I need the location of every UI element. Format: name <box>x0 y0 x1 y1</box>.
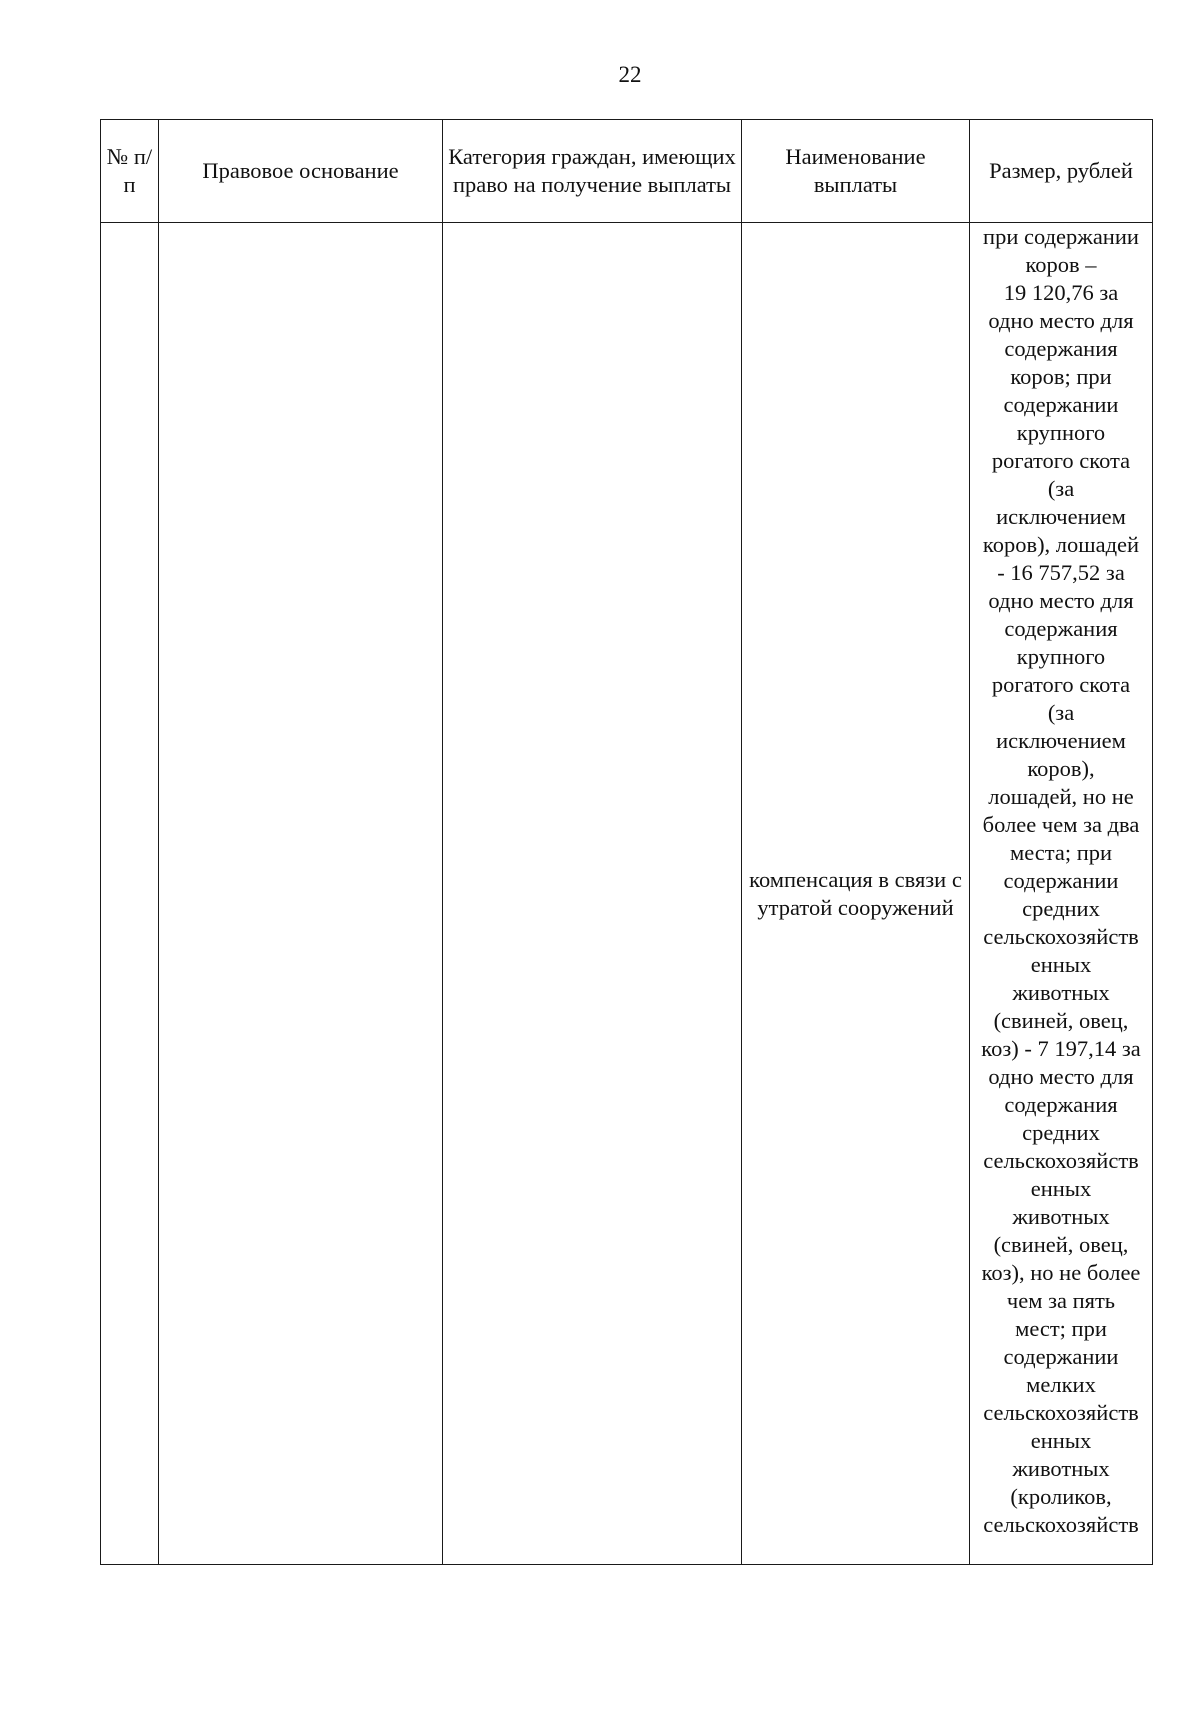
amount-text-line: рогатого скота <box>991 448 1131 473</box>
amount-text-line: мелких <box>1026 1372 1096 1397</box>
amount-text-line: животных <box>1012 980 1110 1005</box>
amount-text-line: коров – <box>1025 252 1097 277</box>
amount-text-line: (свиней, овец, <box>993 1232 1129 1257</box>
amount-text-line: животных <box>1012 1204 1110 1229</box>
page-number: 22 <box>618 62 642 87</box>
amount-text-line: коз) - 7 197,14 за <box>981 1036 1141 1061</box>
table-header-row <box>101 120 1153 223</box>
amount-text-line: - 16 757,52 за <box>997 560 1125 585</box>
cell-amount <box>970 223 1153 1565</box>
amount-text-line: одно место для <box>988 588 1134 613</box>
amount-text-line: одно место для <box>988 308 1134 333</box>
amount-text-line: исключением <box>996 728 1126 753</box>
amount-text-line: сельскохозяйств <box>983 924 1139 949</box>
amount-text-line: содержания <box>1004 336 1118 361</box>
amount-text-line: сельскохозяйств <box>983 1148 1139 1173</box>
benefits-table <box>100 119 1153 1565</box>
amount-text-line: при содержании <box>983 224 1139 249</box>
table-row <box>101 223 1153 1565</box>
amount-text-line: рогатого скота <box>991 672 1131 697</box>
amount-text-line: сельскохозяйств <box>983 1512 1139 1537</box>
cell-payment-name: компенсация в связи с утратой сооружений <box>742 223 970 1565</box>
amount-text-line: (свиней, овец, <box>993 1008 1129 1033</box>
amount-text-line: содержания <box>1004 616 1118 641</box>
amount-text-line: (кроликов, <box>1010 1484 1112 1509</box>
cell-citizen-category <box>443 223 742 1565</box>
amount-text-line: содержания <box>1004 1092 1118 1117</box>
amount-text-line: места; при <box>1009 840 1113 865</box>
cell-legal-basis <box>159 223 443 1565</box>
amount-text-line: крупного <box>1016 644 1106 669</box>
amount-text-line: сельскохозяйств <box>983 1400 1139 1425</box>
amount-text-line: содержании <box>1003 392 1119 417</box>
amount-text-line: более чем за два <box>982 812 1140 837</box>
amount-text-line: (за <box>1047 476 1075 501</box>
amount-text-line: коз), но не более <box>981 1260 1141 1285</box>
amount-text-line: содержании <box>1003 868 1119 893</box>
amount-text-line: енных <box>1030 1428 1092 1453</box>
amount-text-line: лошадей, но не <box>988 784 1134 809</box>
header-legal-basis: Правовое основание <box>159 120 443 223</box>
amount-text-line: чем за пять <box>1006 1288 1116 1313</box>
amount-text-line: коров; при <box>1010 364 1112 389</box>
header-citizen-category: Категория граждан, имеющих право на получение выплаты <box>443 120 742 223</box>
header-amount: Размер, рублей <box>970 120 1153 223</box>
amount-text-line: мест; при <box>1015 1316 1107 1341</box>
amount-text-line: исключением <box>996 504 1126 529</box>
amount-text-line: содержании <box>1003 1344 1119 1369</box>
header-number: № п/п <box>101 120 159 223</box>
amount-text-line: 19 120,76 за <box>1003 280 1119 305</box>
amount-text-line: крупного <box>1016 420 1106 445</box>
amount-text-line: (за <box>1047 700 1075 725</box>
cell-number <box>101 223 159 1565</box>
amount-text-line: средних <box>1022 1120 1100 1145</box>
amount-text-line: средних <box>1022 896 1100 921</box>
amount-text-line: енных <box>1030 1176 1092 1201</box>
amount-text-line: одно место для <box>988 1064 1134 1089</box>
amount-text-line: коров), лошадей <box>982 532 1140 557</box>
amount-text-line: коров), <box>1027 756 1095 781</box>
header-payment-name: Наименование выплаты <box>742 120 970 223</box>
amount-text-line: енных <box>1030 952 1092 977</box>
amount-text-line: животных <box>1012 1456 1110 1481</box>
